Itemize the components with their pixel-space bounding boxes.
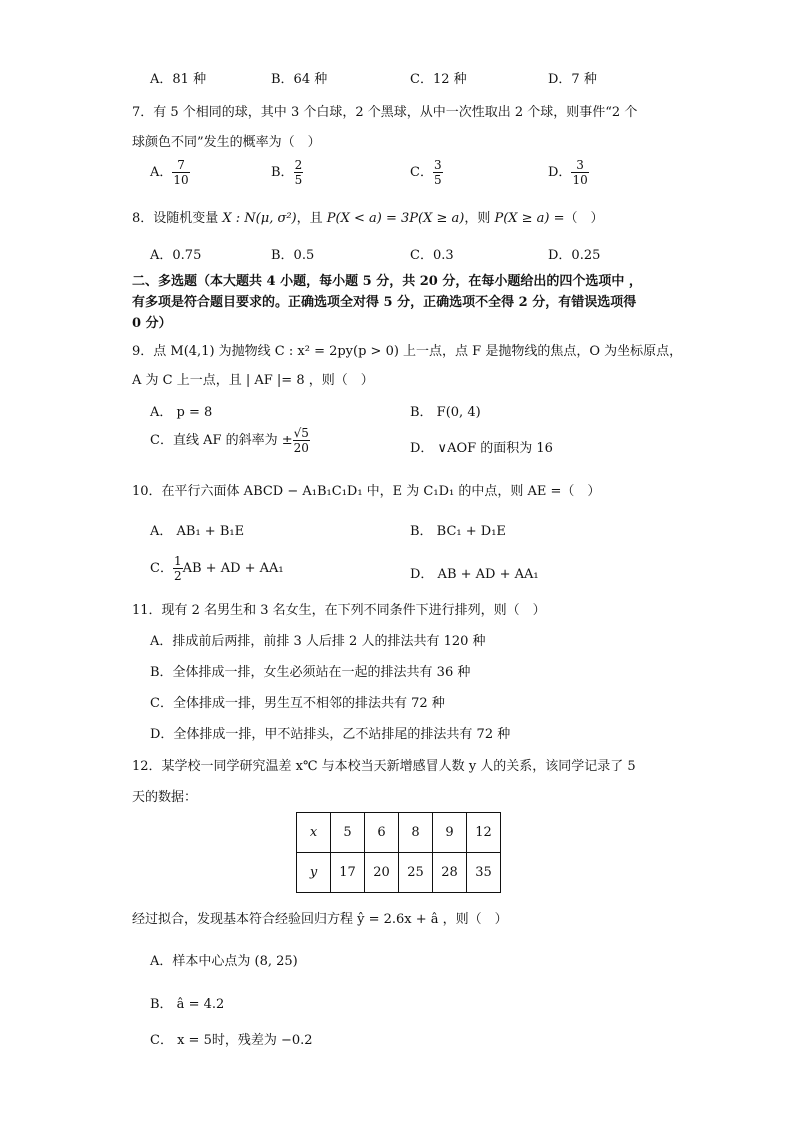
section2-heading-line1: 二、多选题（本大题共 4 小题，每小题 5 分，共 20 分，在每小题给出的四个选项中 ， — [132, 274, 642, 289]
table-cell: 28 — [433, 853, 467, 893]
table-cell: 8 — [399, 813, 433, 853]
q9-option-a: A． p = 8 — [150, 405, 213, 420]
table-cell: 6 — [365, 813, 399, 853]
q11-option-b: B．全体排成一排，女生必须站在一起的排法共有 36 种 — [150, 665, 471, 680]
q12-option-a: A．样本中心点为 (8, 25) — [150, 954, 298, 969]
q11-stem: 11．现有 2 名男生和 3 名女生，在下列不同条件下进行排列，则（ ） — [132, 603, 546, 618]
q8-option-b: B．0.5 — [271, 248, 315, 263]
q12-option-b: B． â = 4.2 — [150, 997, 225, 1012]
section2-heading-line3: 0 分） — [132, 316, 172, 331]
q12-option-c: C． x = 5时，残差为 −0.2 — [150, 1033, 313, 1048]
table-cell: 35 — [467, 853, 501, 893]
q7-stem-line2: 球颜色不同”发生的概率为（ ） — [132, 135, 321, 150]
q8-option-d: D．0.25 — [548, 248, 601, 263]
table-cell: 17 — [331, 853, 365, 893]
q6-option-b: B．64 种 — [271, 72, 328, 87]
table-header-y: y — [297, 853, 331, 893]
table-row — [297, 813, 501, 853]
q7-option-b: B． $\frac{2}{5}$ — [271, 158, 303, 187]
table-row — [297, 853, 501, 893]
q10-option-a: A． AB₁ + B₁E — [150, 524, 245, 539]
q6-option-d: D．7 种 — [548, 72, 597, 87]
q7-option-d: D． $\frac{3}{10}$ — [548, 158, 588, 187]
table-cell: 9 — [433, 813, 467, 853]
q9-option-b: B． F(0, 4) — [410, 405, 481, 420]
table-cell: 25 — [399, 853, 433, 893]
q9-stem-line2: A 为 C 上一点，且 | AF |= 8 ，则（ ） — [132, 373, 374, 388]
q6-option-c: C．12 种 — [410, 72, 467, 87]
q9-stem-line1: 9．点 M(4,1) 为抛物线 C : x² = 2py(p > 0) 上一点，点 F 是抛物线的焦点，O 为坐标原点， — [132, 344, 683, 359]
q7-option-a: A． $\frac{7}{10}$ — [150, 158, 189, 187]
q12-stem-line1: 12．某学校一同学研究温差 x℃ 与本校当天新增感冒人数 y 人的关系，该同学记录了 5 — [132, 759, 636, 774]
q12-stem-line2: 天的数据： — [132, 790, 198, 805]
q8-option-a: A．0.75 — [150, 248, 202, 263]
q9-option-c: C．直线 AF 的斜率为 ± $\frac{√5}{20}$ — [150, 426, 309, 455]
q7-stem-line1: 7．有 5 个相同的球，其中 3 个白球，2 个黑球，从中一次性取出 2 个球，则事件“2 个 — [132, 105, 638, 120]
q8-option-c: C．0.3 — [410, 248, 454, 263]
q9-option-d: D． ∨AOF 的面积为 16 — [410, 441, 553, 456]
q10-option-b: B． BC₁ + D₁E — [410, 524, 506, 539]
q11-option-d: D．全体排成一排，甲不站排头，乙不站排尾的排法共有 72 种 — [150, 727, 511, 742]
section2-heading-line2: 有多项是符合题目要求的。正确选项全对得 5 分，正确选项不全得 2 分，有错误选项得 — [132, 295, 637, 310]
table-cell: 12 — [467, 813, 501, 853]
data-table — [296, 812, 501, 893]
q7-option-c: C． $\frac{3}{5}$ — [410, 158, 442, 187]
table-cell: 5 — [331, 813, 365, 853]
q11-option-c: C．全体排成一排，男生互不相邻的排法共有 72 种 — [150, 696, 445, 711]
q10-option-d: D． AB + AD + AA₁ — [410, 567, 539, 582]
q8-stem: 8．设随机变量 X : N(μ, σ²)，且 P(X < a) = 3P(X ≥ a)，则 P(X ≥ a) =（ ） — [132, 211, 604, 226]
table-cell: 20 — [365, 853, 399, 893]
q11-option-a: A．排成前后两排，前排 3 人后排 2 人的排法共有 120 种 — [150, 634, 486, 649]
table-header-x: x — [297, 813, 331, 853]
q6-option-a: A．81 种 — [150, 72, 207, 87]
q12-stem-line3: 经过拟合，发现基本符合经验回归方程 ŷ = 2.6x + â ，则（ ） — [132, 912, 508, 927]
q10-stem: 10．在平行六面体 ABCD − A₁B₁C₁D₁ 中，E 为 C₁D₁ 的中点，则 AE =（ ） — [132, 484, 601, 499]
q10-option-c: C． $\frac{1}{2}$ AB + AD + AA₁ — [150, 554, 284, 583]
